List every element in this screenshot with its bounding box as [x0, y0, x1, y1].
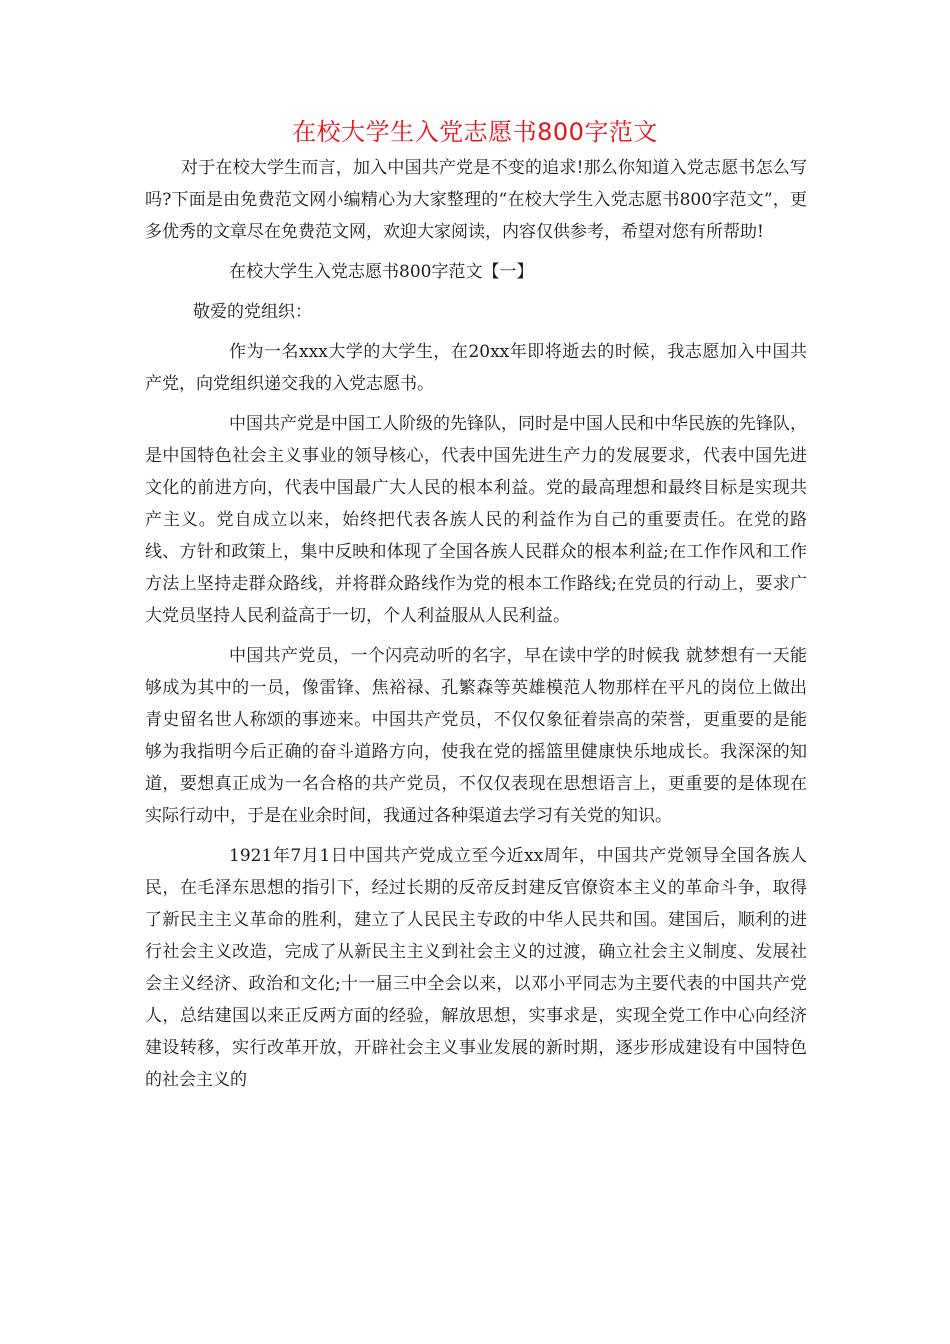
- document-title: 在校大学生入党志愿书800字范文: [292, 118, 658, 146]
- body-paragraph-2: 中国共产党是中国工人阶级的先锋队，同时是中国人民和中华民族的先锋队，是中国特色社会主义事业的领导核心，代表中国先进生产力的发展要求，代表中国先进文化的前进方向，代表中国最广大人民的根本利益。党的最高理想和最终目标是实现共产主义。党自成立以来，始终把代表各族人民的利益作为自己的重要责任。在党的路线、方针和政策上，集中反映和体现了全国各族人民群众的根本利益;在工作作风和工作方法上坚持走群众路线，并将群众路线作为党的根本工作路线;在党员的行动上，要求广大党员坚持人民利益高于一切，个人利益服从人民利益。: [145, 414, 807, 626]
- salutation: 敬爱的党组织：: [193, 302, 312, 322]
- intro-paragraph: 对于在校大学生而言，加入中国共产党是不变的追求!那么你知道入党志愿书怎么写吗?下面是由免费范文网小编精心为大家整理的“在校大学生入党志愿书800字范文”，更多优秀的文章尽在免费范文网，欢迎大家阅读，内容仅供参考，希望对您有所帮助!: [145, 158, 807, 242]
- document-body: [145, 152, 807, 1096]
- body-paragraph-4: 1921年7月1日中国共产党成立至今近xx周年，中国共产党领导全国各族人民，在毛泽东思想的指引下，经过长期的反帝反封建反官僚资本主义的革命斗争，取得了新民主主义革命的胜利，建立了人民民主专政的中华人民共和国。建国后，顺利的进行社会主义改造，完成了从新民主主义到社会主义的过渡，确立社会主义制度、发展社会主义经济、政治和文化;十一届三中全会以来，以邓小平同志为主要代表的中国共产党人，总结建国以来正反两方面的经验，解放思想，实事求是，实现全党工作中心向经济建设转移，实行改革开放，开辟社会主义事业发展的新时期，逐步形成建设有中国特色的社会主义的: [145, 846, 807, 1090]
- body-paragraph-3: 中国共产党员，一个闪亮动听的名字，早在读中学的时候我 就梦想有一天能够成为其中的一员，像雷锋、焦裕禄、孔繁森等英雄模范人物那样在平凡的岗位上做出青史留名世人称颂的事迹来。中国共产党员，不仅仅象征着崇高的荣誉，更重要的是能够为我指明今后正确的奋斗道路方向，使我在党的摇篮里健康快乐地成长。我深深的知道，要想真正成为一名合格的共产党员，不仅仅表现在思想语言上，更重要的是体现在实际行动中，于是在业余时间，我通过各种渠道去学习有关党的知识。: [145, 646, 807, 826]
- body-paragraph-1: 作为一名xxx大学的大学生，在20xx年即将逝去的时候，我志愿加入中国共产党，向党组织递交我的入党志愿书。: [145, 342, 807, 394]
- section-subheading: 在校大学生入党志愿书800字范文【一】: [229, 262, 534, 282]
